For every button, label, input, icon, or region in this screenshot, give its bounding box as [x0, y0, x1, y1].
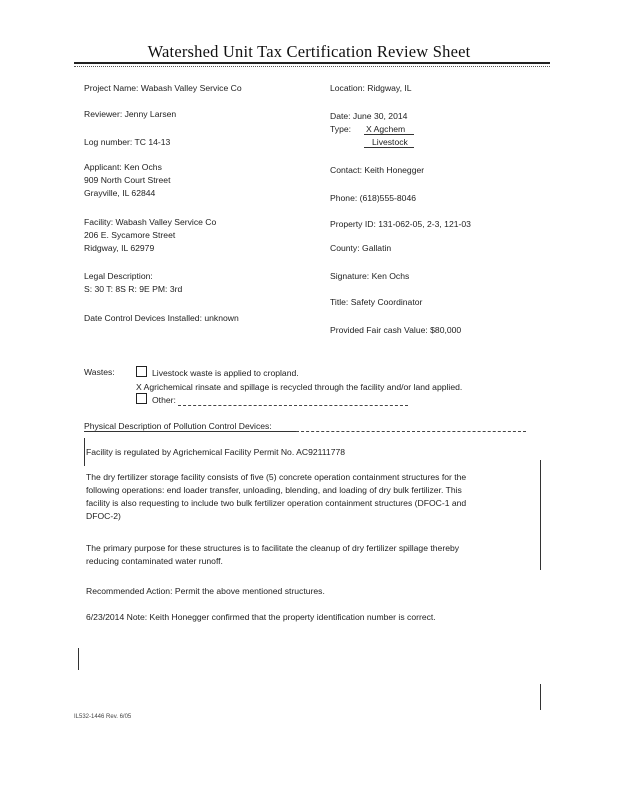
phone-field: Phone: (618)555-8046	[330, 193, 417, 203]
log-number-field: Log number: TC 14-13	[84, 137, 171, 147]
heading-underline	[84, 431, 296, 432]
facility-city: Ridgway, IL 62979	[84, 243, 155, 253]
contact-field: Contact: Keith Honegger	[330, 165, 425, 175]
title-field: Title: Safety Coordinator	[330, 297, 423, 307]
wastes-agchem-option: X Agrichemical rinsate and spillage is recycled through the facility and/or land applied.	[136, 382, 463, 392]
wastes-livestock-option: Livestock waste is applied to cropland.	[152, 368, 299, 378]
type-agchem: X Agchem	[366, 124, 406, 134]
permit-paragraph: Facility is regulated by Agrichemical Facility Permit No. AC92111778	[86, 447, 346, 457]
location-field: Location: Ridgway, IL	[330, 83, 412, 93]
type-agchem-underline	[364, 134, 414, 135]
title-rule	[74, 62, 550, 64]
other-checkbox[interactable]	[136, 393, 147, 404]
type-livestock-underline	[364, 147, 414, 148]
wastes-label: Wastes:	[84, 367, 115, 377]
livestock-checkbox[interactable]	[136, 366, 147, 377]
applicant-street: 909 North Court Street	[84, 175, 171, 185]
note-paragraph: 6/23/2014 Note: Keith Honegger confirmed that the property identification number is correct.	[86, 612, 436, 622]
date-field: Date: June 30, 2014	[330, 111, 408, 121]
property-id-field: Property ID: 131-062-05, 2-3, 121-03	[330, 219, 471, 229]
reviewer-field: Reviewer: Jenny Larsen	[84, 109, 177, 119]
structures-paragraph-line2: following operations: end loader transfer, unloading, blending, and loading of dry bulk fertilizer. This	[86, 485, 462, 495]
type-livestock: Livestock	[372, 137, 408, 147]
structures-paragraph-line3: facility is also requesting to include two bulk fertilizer operation containment structures (DFOC-1 and	[86, 498, 467, 508]
purpose-paragraph-line1: The primary purpose for these structures is to facilitate the cleanup of dry fertilizer spillage thereby	[86, 543, 460, 553]
right-margin-bar-bottom	[540, 684, 541, 710]
wastes-other-option: Other:	[152, 395, 176, 405]
structures-paragraph-line1: The dry fertilizer storage facility consists of five (5) concrete operation containment structures for the	[86, 472, 467, 482]
purpose-paragraph-line2: reducing contaminated water runoff.	[86, 556, 223, 566]
form-number-footer: IL532-1446 Rev. 6/05	[74, 714, 132, 720]
applicant-city: Grayville, IL 62844	[84, 188, 156, 198]
physical-description-heading: Physical Description of Pollution Control Devices:	[84, 421, 272, 431]
legal-description-value: S: 30 T: 8S R: 9E PM: 3rd	[84, 284, 183, 294]
recommended-action: Recommended Action: Permit the above mentioned structures.	[86, 586, 325, 596]
fair-cash-value-field: Provided Fair cash Value: $80,000	[330, 325, 462, 335]
county-field: County: Gallatin	[330, 243, 392, 253]
facility-name: Facility: Wabash Valley Service Co	[84, 217, 217, 227]
other-fill-line	[178, 405, 408, 406]
date-control-devices-field: Date Control Devices Installed: unknown	[84, 313, 239, 323]
structures-paragraph-line4: DFOC-2)	[86, 511, 121, 521]
signature-field: Signature: Ken Ochs	[330, 271, 410, 281]
facility-street: 206 E. Sycamore Street	[84, 230, 176, 240]
left-margin-bar-bottom	[78, 648, 79, 670]
project-name-field: Project Name: Wabash Valley Service Co	[84, 83, 242, 93]
right-margin-bar	[540, 460, 541, 570]
type-label: Type:	[330, 124, 352, 134]
document-title: Watershed Unit Tax Certification Review Sheet	[147, 42, 471, 61]
heading-dotted-line	[296, 431, 526, 432]
title-rule-dotted	[74, 66, 550, 67]
applicant-name: Applicant: Ken Ochs	[84, 162, 162, 172]
legal-description-label: Legal Description:	[84, 271, 153, 281]
left-margin-bar-top	[84, 438, 85, 466]
